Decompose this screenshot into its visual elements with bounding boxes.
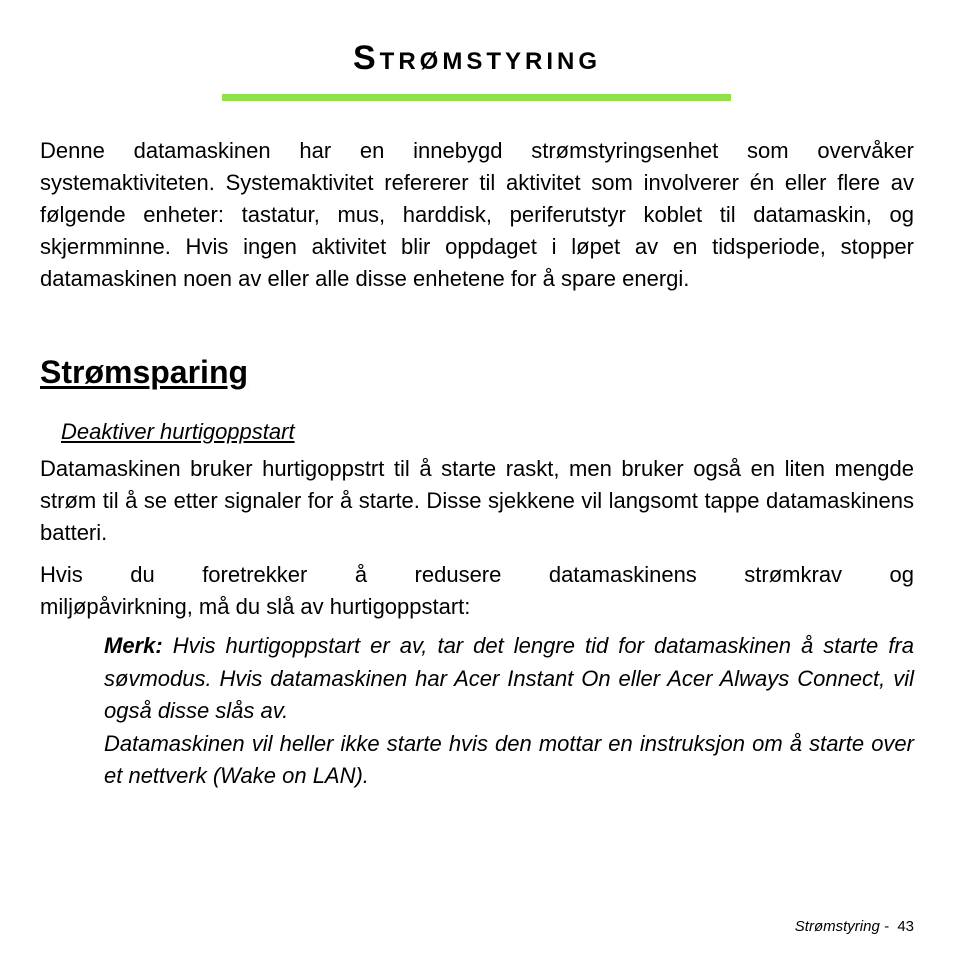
note-text-1: Hvis hurtigoppstart er av, tar det lengre tid for datamaskinen å starte fra søvmodus. Hvis datamaskinen har Acer Instant On eller Acer Always Connect, vil også disse slås av. (104, 633, 914, 723)
body-paragraph-1: Datamaskinen bruker hurtigoppstrt til å starte raskt, men bruker også en liten mengde strøm til å se etter signaler for å starte. Disse sjekkene vil langsomt tappe datamaskinens batteri. (40, 456, 914, 545)
body-paragraph-2 (40, 559, 914, 623)
note-paragraph-2: Datamaskinen vil heller ikke starte hvis den mottar en instruksjon om å starte over et nettverk (Wake on LAN). (104, 730, 914, 788)
footer-section-name: Strømstyring - (794, 918, 889, 935)
footer-page-number: 43 (897, 918, 914, 935)
intro-paragraph: Denne datamaskinen har en innebygd strømstyringsenhet som overvåker systemaktiviteten. Systemaktivitet refererer til aktivitet som involverer én eller flere av følgende enheter: tastatur, mus, harddisk, periferutstyr koblet til datamaskin, og skjermminne. Hvis ingen aktivitet blir oppdaget i løpet av en tidsperiode, stopper datamaskinen noen av eller alle disse enhetene for å spare energi. (40, 138, 914, 291)
section-heading: Strømsparing (40, 354, 249, 390)
page-title: Strømstyring (352, 39, 601, 77)
note-label: Merk: (104, 633, 163, 658)
note-block (104, 630, 914, 793)
body-paragraph-2-line-2: miljøpåvirkning, må du slå av hurtigoppstart: (40, 594, 471, 619)
body-paragraph-2-line-1: Hvis du foretrekker å redusere datamaskinens strømkrav og (40, 562, 914, 587)
page-footer (795, 917, 914, 937)
note-paragraph-1 (104, 630, 914, 728)
deactivate-fast-startup-link[interactable]: Deaktiver hurtigoppstart (61, 419, 295, 444)
title-underline-bar (222, 94, 731, 101)
